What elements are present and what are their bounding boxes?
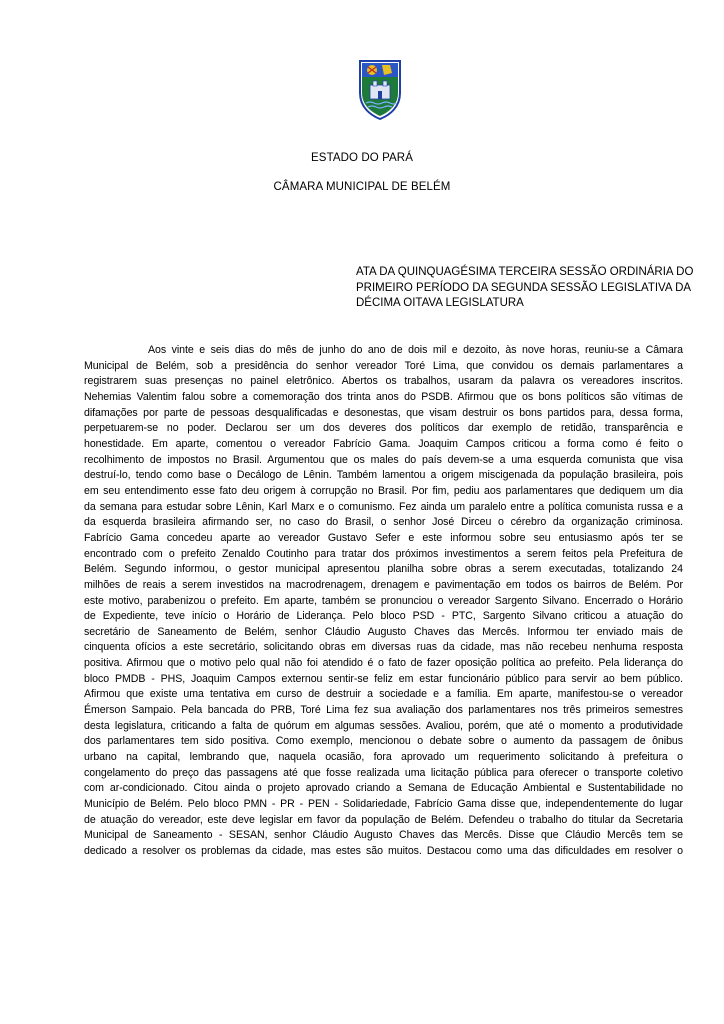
body-line: destruí-lo, tendo como base o Decálogo de Lênin. Também lamentou a origem miscigenada da população brasileira, pois <box>84 469 683 482</box>
minutes-title <box>356 265 694 312</box>
body-line: de Expediente, teve início o Horário de Liderança. Pelo bloco PSD - PTC, Sargento Silvano criticou a atuação do <box>84 610 683 623</box>
body-line: secretário de Saneamento de Belém, senhor Cláudio Augusto Chaves das Mercês. Informou ter enviado mais de <box>84 625 683 638</box>
body-line: Afirmou que existe uma tentativa em curso de destruir a sociedade e a família. Em aparte, manifestou-se o vereador <box>84 688 683 701</box>
body-line: cinquenta ofícios a este secretário, solicitando obras em diversas ruas da cidade, mas não recebeu nenhuma resposta <box>84 641 683 654</box>
body-line: registrarem suas presenças no painel eletrônico. Abertos os trabalhos, usaram da palavra os vereadores inscritos. <box>84 375 683 388</box>
body-line: em seu entendimento esse fato deu origem à corrupção no Brasil. Por fim, pediu aos parlamentares que dediquem um dia <box>84 484 683 497</box>
body-line: dos parlamentares tem sido positiva. Como exemplo, mencionou o debate sobre o aumento da passagem de ônibus <box>84 735 683 748</box>
body-line: Fabrício Gama concedeu aparte ao vereador Gustavo Sefer e este informou sobre seu entusiasmo após ter se <box>84 531 683 544</box>
chamber-heading: CÂMARA MUNICIPAL DE BELÉM <box>273 181 451 193</box>
body-line: Municipal de Saneamento - SESAN, senhor Cláudio Augusto Chaves das Mercês. Disse que Cláudio Mercês tem se <box>84 829 683 842</box>
body-line: honestidade. Em aparte, comentou o vereador Fabrício Gama. Joaquim Campos criticou a forma como é feito o <box>84 437 683 450</box>
minutes-title-line: PRIMEIRO PERÍODO DA SEGUNDA SESSÃO LEGISLATIVA DA <box>356 281 692 294</box>
body-line: da esquerda brasileira afirmando ser, no caso do Brasil, o senhor José Dirceu o cérebro da organização criminosa. <box>84 516 683 529</box>
body-line: dedicado a resolver os problemas da cidade, mas estes são muitos. Destacou como uma das dificuldades em resolver o <box>84 845 683 857</box>
minutes-body <box>84 343 683 860</box>
state-heading: ESTADO DO PARÁ <box>311 152 413 164</box>
body-line: Émerson Sampaio. Pela bancada do PRB, Toré Lima fez sua avaliação dos parlamentares nos três primeiros semestres <box>84 704 683 717</box>
body-line: congelamento do preço das passagens até que fosse realizada uma licitação pública para oferecer o transporte coletivo <box>84 766 683 779</box>
body-line: positiva. Afirmou que o motivo pelo qual não foi atendido é o fato de fazer oposição política ao prefeito. Pela liderança do <box>84 657 683 670</box>
body-line: Municipal de Belém, sob a presidência do senhor vereador Toré Lima, que convidou os demais parlamentares a <box>84 359 683 372</box>
body-line: este motivo, parabenizou o prefeito. Em aparte, também se pronunciou o vereador Sargento Silvano. Encerrado o Horário <box>84 594 683 607</box>
body-line: Belém. Segundo informou, o gestor municipal apresentou planilha sobre obras a serem executadas, totalizando 24 <box>84 563 683 576</box>
body-line: de atuação do vereador, este deve legislar em favor da população de Belém. Defendeu o trabalho do titular da Secretaria <box>84 813 683 826</box>
body-line: da semana para estudar sobre Lênin, Karl Marx e o comunismo. Fez ainda um paralelo entre a política comunista russa e a <box>84 500 683 513</box>
body-line: desta legislatura, criticando a falta de quórum em algumas sessões. Avaliou, porém, que até o momento a produtividade <box>84 719 683 732</box>
body-line: encontrado com o prefeito Zenaldo Coutinho para tratar dos próximos investimentos a serem feitos pela Prefeitura de <box>84 547 683 560</box>
coat-of-arms-icon <box>356 59 404 121</box>
body-line: com ar-condicionado. Citou ainda o projeto aprovado criando a Semana de Educação Ambiental e Sustentabilidade no <box>84 782 683 795</box>
body-line: difamações por parte de pessoas desqualificadas e desonestas, que visam destruir os bons partidos para, dessa forma, <box>84 406 683 419</box>
body-line: urbano na capital, lembrando que, naquela ocasião, fora aprovado um requerimento solicitando à prefeitura o <box>84 751 683 764</box>
body-line: milhões de reais a serem investidos na macrodrenagem, drenagem e pavimentação em todos os bairros de Belém. Por <box>84 578 683 591</box>
body-line: Aos vinte e seis dias do mês de junho do ano de dois mil e dezoito, às nove horas, reuniu-se a Câmara <box>148 344 683 356</box>
body-line: bloco PMDB - PHS, Joaquim Campos externou sentir-se feliz em estar funcionário público para servir ao bem público. <box>84 672 683 685</box>
minutes-title-line: ATA DA QUINQUAGÉSIMA TERCEIRA SESSÃO ORDINÁRIA DO <box>356 266 694 278</box>
body-line: Município de Belém. Pelo bloco PMN - PR - PEN - Solidariedade, Fabrício Gama disse que, independentemente do lugar <box>84 798 683 811</box>
minutes-title-line: DÉCIMA OITAVA LEGISLATURA <box>356 297 524 309</box>
body-line: Nehemias Valentim falou sobre a comemoração dos trinta anos do PSDB. Afirmou que os bons políticos são vítimas de <box>84 390 683 403</box>
body-line: recolhimento de impostos no Brasil. Argumentou que os males do país devem-se a uma esquerda comunista que visa <box>84 453 683 466</box>
body-line: perpetuarem-se no poder. Declarou ser um dos deveres dos políticos dar exemplo de retidão, transparência e <box>84 422 683 435</box>
